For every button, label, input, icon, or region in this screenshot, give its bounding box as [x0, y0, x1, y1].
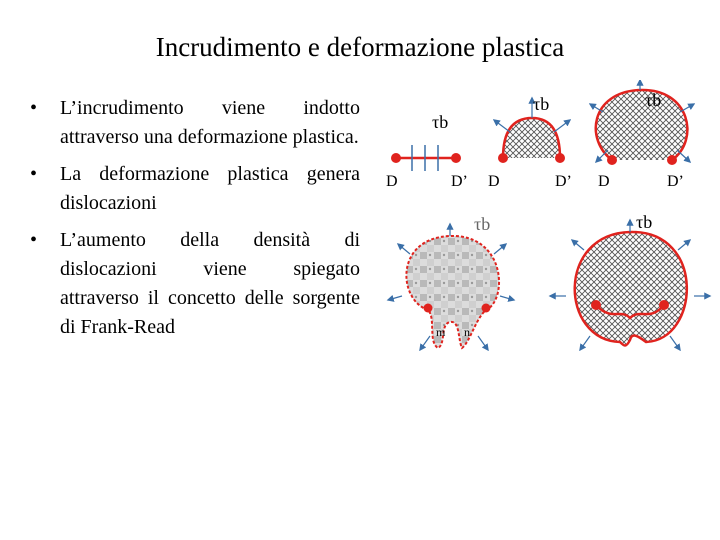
slide-title: Incrudimento e deformazione plastica: [155, 32, 565, 62]
stage-2-right-label: D’: [555, 173, 572, 190]
stage-1: [386, 112, 468, 190]
stage-2: [488, 94, 572, 190]
stage-2-tau: τb: [533, 94, 550, 114]
stage-2-left-label: D: [488, 173, 500, 190]
bullet-list: [30, 94, 360, 350]
bullet-item: • La deformazione plastica genera dislocazioni: [30, 160, 360, 218]
bullet-item: • L’incrudimento viene indotto attraverso una deformazione plastica.: [30, 94, 360, 152]
frank-read-diagram: [360, 80, 720, 380]
stage-5-tau: τb: [636, 212, 653, 232]
stage-3: [590, 80, 694, 190]
stage-3-tau: τb: [645, 90, 662, 110]
stage-5: [550, 212, 710, 350]
bullet-item: • L’aumento della densità di dislocazioni viene spiegato attraverso il concetto delle sorgente di Frank-Read: [30, 226, 360, 342]
stage-3-right-label: D’: [667, 173, 684, 190]
stage-4: [388, 214, 514, 350]
stage-4-left-label: m: [436, 325, 446, 339]
stage-3-left-label: D: [598, 173, 610, 190]
stage-4-tau: τb: [474, 214, 491, 234]
stage-4-right-label: n: [464, 325, 470, 339]
stage-1-left-label: D: [386, 173, 398, 190]
stage-1-right-label: D’: [451, 173, 468, 190]
stage-1-tau: τb: [432, 112, 449, 132]
